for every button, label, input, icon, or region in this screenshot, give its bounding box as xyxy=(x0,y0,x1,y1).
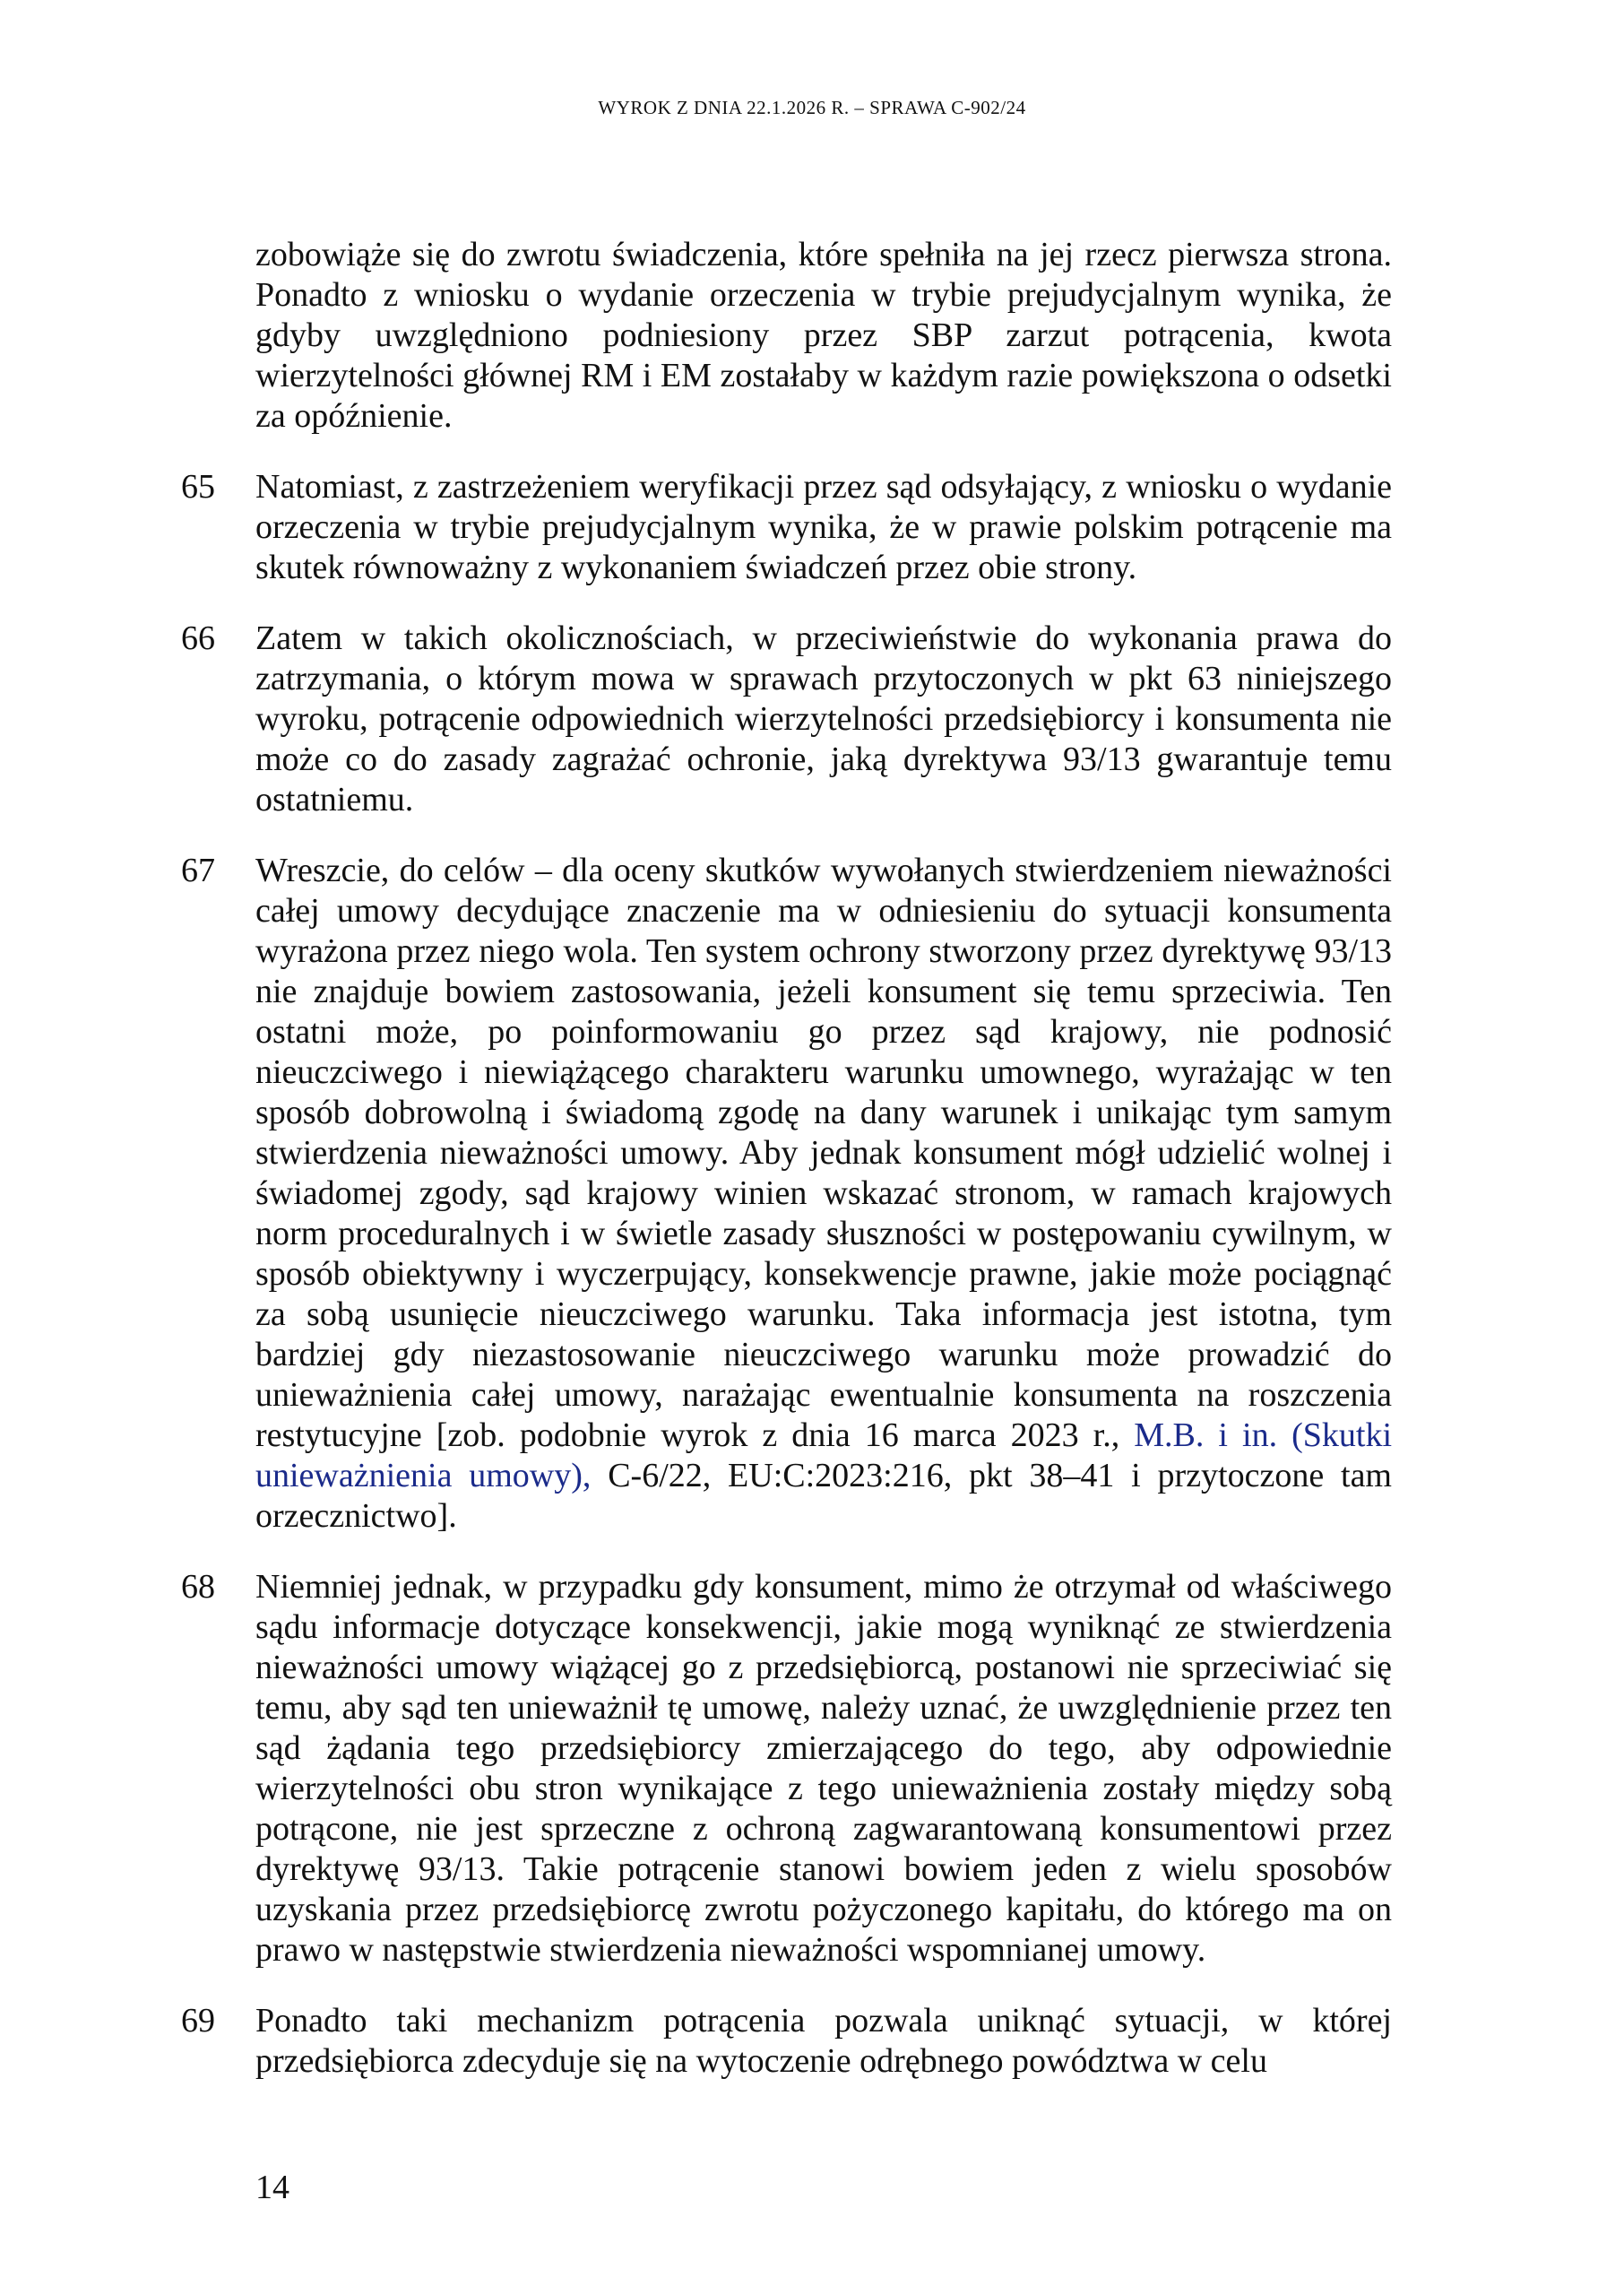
paragraph-67 xyxy=(181,851,1392,1537)
paragraph-text: Natomiast, z zastrzeżeniem weryfikacji przez sąd odsyłający, z wniosku o wydanie orzeczenia w trybie prejudycjalnym wynika, że w prawie polskim potrącenie ma skutek równoważny z wykonaniem świadczeń przez obie strony. xyxy=(255,468,1392,586)
paragraph-number: 69 xyxy=(181,2002,215,2040)
paragraph-text: zobowiąże się do zwrotu świadczenia, które spełniła na jej rzecz pierwsza strona. Ponadto z wniosku o wydanie orzeczenia w trybie prejudycjalnym wynika, że gdyby uwzględniono podniesiony przez SBP zarzut potrącenia, kwota wierzytelności głównej RM i EM zostałaby w każdym razie powiększona o odsetki za opóźnienie. xyxy=(255,236,1392,435)
paragraph-number: 67 xyxy=(181,852,215,889)
paragraph-65 xyxy=(181,467,1392,588)
paragraph-continuation xyxy=(255,235,1392,437)
paragraph-number: 68 xyxy=(181,1568,215,1606)
case-reference-link[interactable]: M.B. i in. (Skutki unieważnienia umowy), xyxy=(255,1416,1392,1494)
paragraph-66 xyxy=(181,619,1392,820)
paragraph-68 xyxy=(181,1567,1392,1970)
paragraph-text: Wreszcie, do celów – dla oceny skutków wywołanych stwierdzeniem nieważności całej umowy decydujące znaczenie ma w odniesieniu do sytuacji konsumenta wyrażona przez niego wola. Ten system ochrony stworzony przez dyrektywę 93/13 nie znajduje bowiem zastosowania, jeżeli konsument się temu sprzeciwia. Ten ostatni może, po poinformowaniu go przez sąd krajowy, nie podnosić nieuczciwego i niewiążącego charakteru warunku umownego, wyrażając w ten sposób dobrowolną i świadomą zgodę na dany warunek i unikając tym samym stwierdzenia nieważności umowy. Aby jednak konsument mógł udzielić wolnej i świadomej zgody, sąd krajowy winien wskazać stronom, w ramach krajowych norm proceduralnych i w świetle zasady słuszności w postępowaniu cywilnym, w sposób obiektywny i wyczerpujący, konsekwencje prawne, jakie może pociągnąć za sobą usunięcie nieuczciwego warunku. Taka informacja jest istotna, tym bardziej gdy niezastosowanie nieuczciwego warunku może prowadzić do unieważnienia całej umowy, narażając ewentualnie konsumenta na roszczenia restytucyjne [zob. podobnie wyrok z dnia 16 marca 2023 r., xyxy=(255,852,1392,1454)
running-header: WYROK Z DNIA 22.1.2026 R. – SPRAWA C-902/24 xyxy=(598,97,1026,118)
paragraph-text: Zatem w takich okolicznościach, w przeciwieństwie do wykonania prawa do zatrzymania, o którym mowa w sprawach przytoczonych w pkt 63 niniejszego wyroku, potrącenie odpowiednich wierzytelności przedsiębiorcy i konsumenta nie może co do zasady zagrażać ochronie, jaką dyrektywa 93/13 gwarantuje temu ostatniemu. xyxy=(255,619,1392,818)
paragraph-number: 65 xyxy=(181,468,215,506)
paragraph-text: Niemniej jednak, w przypadku gdy konsument, mimo że otrzymał od właściwego sądu informacje dotyczące konsekwencji, jakie mogą wyniknąć ze stwierdzenia nieważności umowy wiążącej go z przedsiębiorcą, postanowi nie sprzeciwiać się temu, aby sąd ten unieważnił tę umowę, należy uznać, że uwzględnienie przez ten sąd żądania tego przedsiębiorcy zmierzającego do tego, aby odpowiednie wierzytelności obu stron wynikające z tego unieważnienia zostały między sobą potrącone, nie jest sprzeczne z ochroną zagwarantowaną konsumentowi przez dyrektywę 93/13. Takie potrącenie stanowi bowiem jeden z wielu sposobów uzyskania przez przedsiębiorcę zwrotu pożyczonego kapitału, do którego ma on prawo w następstwie stwierdzenia nieważności wspomnianej umowy. xyxy=(255,1568,1392,1969)
paragraph-text-tail: C-6/22, EU:C:2023:216, pkt 38–41 i przytoczone tam orzecznictwo]. xyxy=(255,1457,1392,1535)
page-number: 14 xyxy=(255,2169,289,2206)
judgment-body xyxy=(181,235,1392,2112)
paragraph-text: Ponadto taki mechanizm potrącenia pozwala uniknąć sytuacji, w której przedsiębiorca zdecyduje się na wytoczenie odrębnego powództwa w celu xyxy=(255,2002,1392,2080)
paragraph-69 xyxy=(181,2001,1392,2082)
paragraph-number: 66 xyxy=(181,619,215,657)
